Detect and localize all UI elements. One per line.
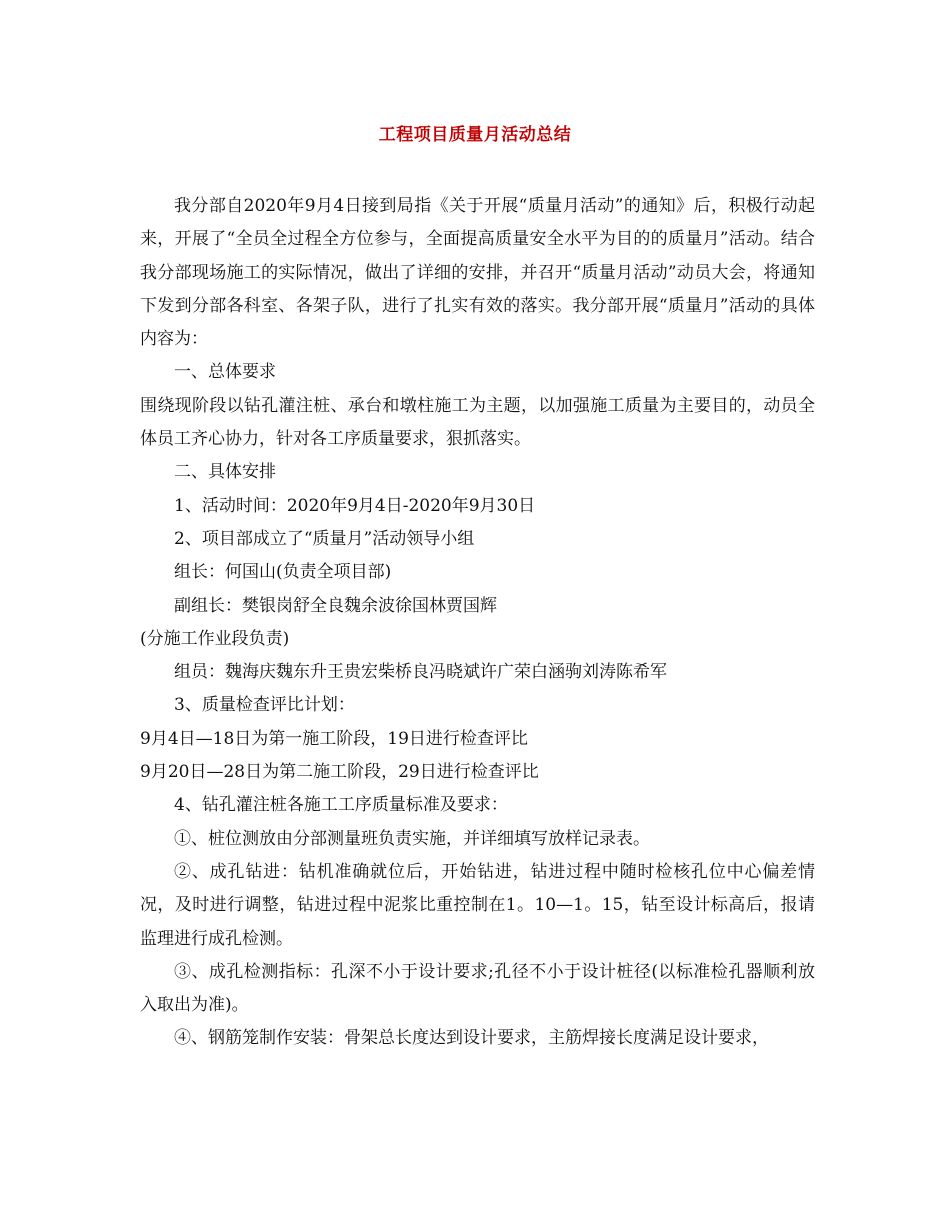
deputy-note-line: (分施工作业段负责) <box>140 628 290 649</box>
paragraph-intro: 我分部自2020年9月4日接到局指《关于开展“质量月活动”的通知》后，积极行动起来，开展了“全员全过程全方位参与，全面提高质量安全水平为目的的质量月”活动。结合我分部现场施工的实际情况，做出了详细的安排，并召开“质量月活动”动员大会，将通知下发到分部各科室、各架子队，进行了扎实有效的落实。我分部开展“质量月”活动的具体内容为： <box>140 196 815 350</box>
deputy-leader-line: 副组长：樊银岗舒全良魏余波徐国林贾国辉 <box>174 595 497 616</box>
standard-item-1: ①、桩位测放由分部测量班负责实施，并详细填写放样记录表。 <box>174 828 650 849</box>
leader-line: 组长：何国山(负责全项目部) <box>174 562 392 583</box>
paragraph-overall: 围绕现阶段以钻孔灌注桩、承台和墩柱施工为主题，以加强施工质量为主要目的，动员全体员工齐心协力，针对各工序质量要求，狠抓落实。 <box>140 395 815 450</box>
list-item-standards: 4、钻孔灌注桩各施工工序质量标准及要求： <box>174 795 508 816</box>
document-title: 工程项目质量月活动总结 <box>378 125 572 145</box>
standard-item-4: ④、钢筋笼制作安装：骨架总长度达到设计要求，主筋焊接长度满足设计要求， <box>174 1028 769 1049</box>
standard-item-3: ③、成孔检测指标：孔深不小于设计要求;孔径不小于设计桩径(以标准检孔器顺利放入取出为准)。 <box>140 961 815 1016</box>
standard-item-2: ②、成孔钻进：钻机准确就位后，开始钻进，钻进过程中随时检核孔位中心偏差情况，及时进行调整，钻进过程中泥浆比重控制在1。10—1。15，钻至设计标高后，报请监理进行成孔检测。 <box>140 861 815 949</box>
section-heading-overall: 一、总体要求 <box>174 362 276 383</box>
list-item-inspection: 3、质量检查评比计划： <box>174 695 355 716</box>
list-item-time: 1、活动时间：2020年9月4日-2020年9月30日 <box>174 495 536 516</box>
inspection-phase-2: 9月20日—28日为第二施工阶段，29日进行检查评比 <box>140 762 539 783</box>
members-line: 组员：魏海庆魏东升王贵宏柴桥良冯晓斌许广荣白涵驹刘涛陈希军 <box>174 662 667 683</box>
document-body <box>140 190 815 1056</box>
list-item-group: 2、项目部成立了“质量月”活动领导小组 <box>174 528 475 549</box>
section-heading-arrangement: 二、具体安排 <box>174 462 276 483</box>
inspection-phase-1: 9月4日—18日为第一施工阶段，19日进行检查评比 <box>140 728 528 749</box>
